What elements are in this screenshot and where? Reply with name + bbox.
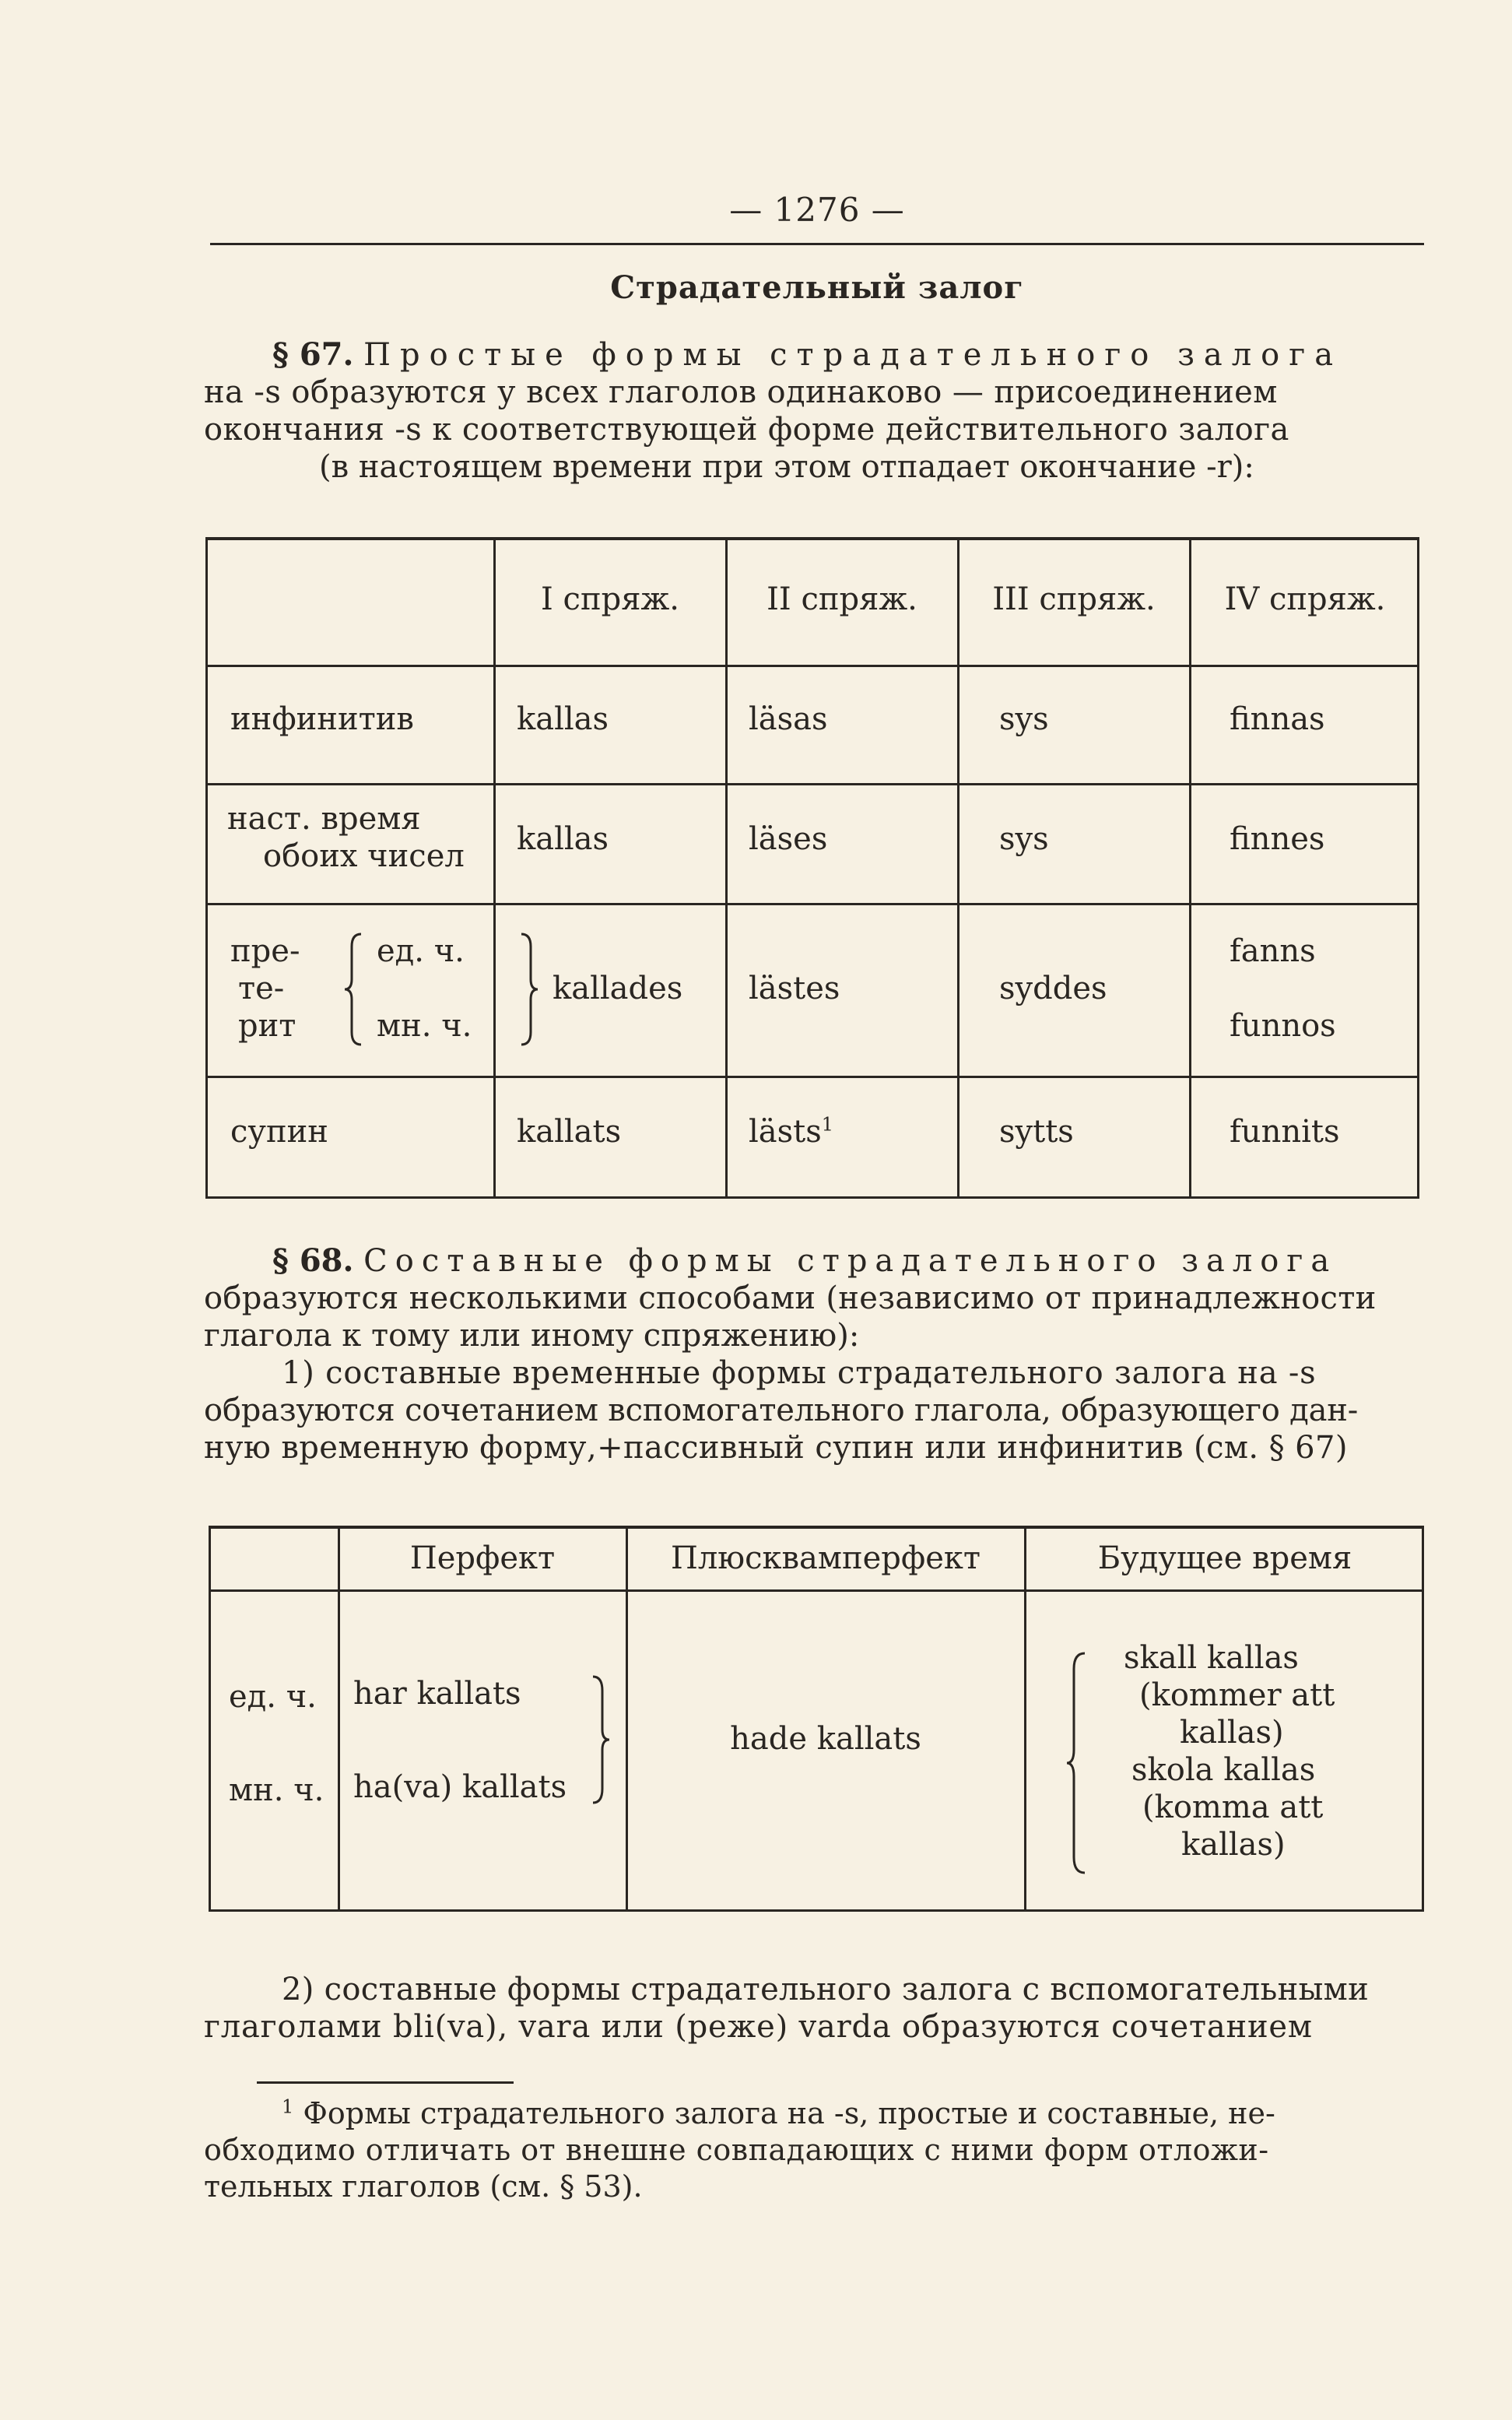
paragraph-68	[204, 1242, 1430, 1466]
footnote-text: Формы страдательного залога на -s, простые и составные, не-	[303, 2096, 1275, 2130]
page-number: — 1276 —	[729, 191, 905, 229]
spaced-heading: Составные формы страдательного залога	[363, 1243, 1338, 1279]
future-line: skola kallas	[1131, 1752, 1316, 1788]
paragraph-67	[204, 336, 1430, 486]
row-divider	[205, 665, 1419, 667]
table-cell: sys	[999, 701, 1049, 737]
column-header: IV спряж.	[1224, 581, 1386, 617]
row-label: пре-	[230, 933, 300, 969]
future-line: kallas)	[1181, 1827, 1286, 1863]
column-divider	[493, 537, 496, 1199]
table-cell: sys	[999, 821, 1049, 857]
row-divider	[205, 1076, 1419, 1078]
table-cell: sytts	[999, 1114, 1074, 1150]
row-label: рит	[238, 1008, 296, 1044]
p68-line5: образуются сочетанием вспомогательного глагола, образующего дан-	[204, 1393, 1359, 1428]
right-brace-icon	[518, 931, 540, 1048]
p68-line6: ную временную форму,+пассивный супин или инфинитив (см. § 67)	[204, 1430, 1348, 1466]
table-cell: finnas	[1230, 701, 1325, 737]
p2-line2: глаголами bli(va), vara или (реже) varda образуются сочетанием	[204, 2009, 1313, 2045]
p67-line2: на -s образуются у всех глаголов одинаково — присоединением	[204, 374, 1278, 410]
p67-line4: (в настоящем времени при этом отпадает окончание -r):	[319, 449, 1254, 485]
table-cell: funnos	[1230, 1008, 1336, 1044]
p2-line1: 2) составные формы страдательного залога с вспомогательными	[282, 1972, 1370, 2007]
right-brace-icon	[590, 1674, 612, 1806]
number-label: ед. ч.	[377, 933, 465, 969]
footnote-line3: тельных глаголов (см. § 53).	[204, 2169, 643, 2204]
row-label: инфинитив	[230, 701, 414, 737]
header-rule	[210, 243, 1424, 245]
future-line: (komma att	[1142, 1790, 1324, 1825]
section-mark: § 68.	[272, 1242, 354, 1279]
number-label: мн. ч.	[377, 1008, 472, 1044]
footnote-ref: 1	[821, 1113, 834, 1136]
row-divider	[205, 903, 1419, 905]
table-cell: funnits	[1230, 1114, 1340, 1150]
future-line: kallas)	[1180, 1715, 1284, 1751]
table-cell: syddes	[999, 971, 1107, 1006]
footnote-line2: обходимо отличать от внешне совпадающих с ними форм отложи-	[204, 2133, 1269, 2167]
future-line: skall kallas	[1124, 1640, 1299, 1676]
section-title: Страдательный залог	[610, 269, 1024, 306]
footnote-line1	[204, 2095, 1430, 2132]
table-cell: har kallats	[353, 1676, 521, 1712]
column-divider	[1189, 537, 1191, 1199]
column-divider	[338, 1526, 340, 1912]
table-cell: läses	[749, 821, 828, 857]
table-cell: kallas	[517, 821, 609, 857]
table-cell: fanns	[1230, 933, 1316, 969]
p67-line3: окончания -s к соответствующей форме действительного залога	[204, 412, 1289, 448]
table-cell: kallades	[553, 971, 683, 1006]
column-header: III спряж.	[992, 581, 1156, 617]
column-header: Перфект	[409, 1540, 556, 1576]
table-cell: kallas	[517, 701, 609, 737]
row-divider	[209, 1589, 1424, 1592]
cell-text: lästs	[749, 1114, 822, 1150]
table-cell: hade kallats	[730, 1721, 921, 1757]
table-cell: lästes	[749, 971, 840, 1006]
column-header: Плюсквамперфект	[670, 1540, 981, 1576]
paragraph-2	[204, 1971, 1430, 2046]
conjugation-table	[205, 537, 1419, 1199]
column-divider	[725, 537, 728, 1199]
future-line: (kommer att	[1139, 1677, 1335, 1713]
table-cell: kallats	[517, 1114, 622, 1150]
p68-line3: глагола к тому или иному спряжению):	[204, 1318, 860, 1354]
left-brace-icon	[1065, 1650, 1088, 1876]
row-divider	[205, 783, 1419, 785]
footnote-mark: 1	[282, 2095, 294, 2118]
table-cell: finnes	[1230, 821, 1325, 857]
section-mark: § 67.	[272, 336, 354, 373]
column-divider	[626, 1526, 628, 1912]
footnote	[204, 2095, 1430, 2205]
column-divider	[957, 537, 959, 1199]
number-label: мн. ч.	[229, 1772, 325, 1808]
column-header: II спряж.	[767, 581, 917, 617]
footnote-rule	[257, 2081, 514, 2084]
column-header: Будущее время	[1097, 1540, 1352, 1576]
column-divider	[1024, 1526, 1026, 1912]
row-label: наст. время	[227, 801, 421, 837]
table-cell: ha(va) kallats	[353, 1769, 567, 1805]
spaced-heading: Простые формы страдательного залога	[363, 337, 1343, 373]
table-cell: läsas	[749, 701, 828, 737]
number-label: ед. ч.	[229, 1679, 317, 1715]
p68-line2: образуются несколькими способами (независимо от принадлежности	[204, 1280, 1377, 1316]
p67-line1	[204, 336, 1430, 374]
left-brace-icon	[342, 931, 364, 1048]
column-header: I спряж.	[541, 581, 679, 617]
row-label: те-	[238, 971, 285, 1006]
row-label: супин	[230, 1114, 328, 1150]
row-label: обоих чисел	[263, 838, 465, 874]
p68-line1	[204, 1242, 1430, 1280]
table-cell	[749, 1113, 833, 1150]
p68-line4: 1) составные временные формы страдательного залога на -s	[282, 1355, 1317, 1391]
compound-forms-table	[209, 1526, 1424, 1912]
